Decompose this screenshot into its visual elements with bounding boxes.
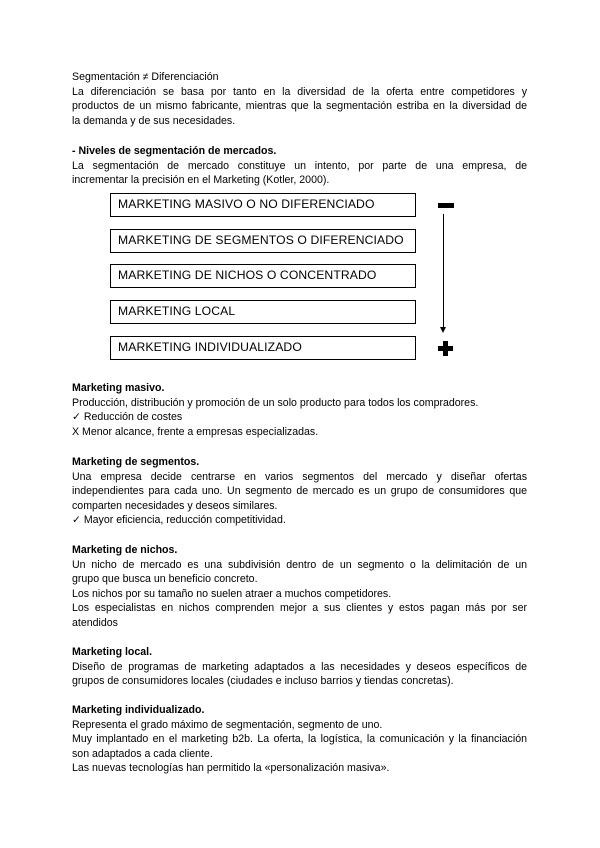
arrow-down-icon [443,214,444,329]
local-section [72,645,527,689]
masivo-section [72,381,527,439]
section-heading: Marketing local. [72,646,153,658]
level-box-nichos [110,264,416,288]
niveles-line: La segmentación de mercado constituye un intento, por parte de una empresa, de [72,159,527,172]
level-label: MARKETING INDIVIDUALIZADO [118,341,302,354]
section-heading: Marketing de nichos. [72,544,178,556]
minus-icon [438,203,454,208]
section-line: Diseño de programas de marketing adaptados a las necesidades y deseos específicos de [72,660,527,673]
arrow-head-icon [440,327,446,333]
intro-line: productos de un mismo fabricante, mientras que la segmentación estriba en la diversidad de [72,100,527,113]
level-box-masivo [110,193,416,217]
section-line: Una empresa decide centrarse en varios segmentos del mercado y diseñar ofertas [72,470,527,483]
segmentos-section [72,455,527,528]
section-heading: Marketing de segmentos. [72,456,200,468]
check-line: ✓ Reducción de costes [72,411,183,424]
niveles-section [72,144,527,188]
level-label: MARKETING LOCAL [118,305,236,318]
plus-icon [438,341,453,356]
section-line: Las nuevas tecnologías han permitido la «personalización masiva». [72,762,390,775]
intro-section [72,70,527,128]
intro-title: Segmentación ≠ Diferenciación [72,71,219,83]
section-line: son adaptados a cada cliente. [72,747,213,760]
section-line: atendidos [72,616,118,629]
niveles-line: incrementar la precisión en el Marketing (Kotler, 2000). [72,174,330,187]
section-line: Los especialistas en nichos comprenden mejor a sus clientes y estos pagan más por ser [72,602,527,615]
section-line: Producción, distribución y promoción de un solo producto para todos los compradores. [72,396,479,409]
section-line: grupo que busca un beneficio concreto. [72,573,258,586]
section-line: grupos de consumidores locales (ciudades e incluso barrios y tiendas concretas). [72,675,454,688]
section-line: Un nicho de mercado es una subdivisión dentro de un segmento o la delimitación de un [72,558,527,571]
level-box-segmentos [110,229,416,253]
intro-line: la demanda y de sus necesidades. [72,114,236,127]
cross-line: X Menor alcance, frente a empresas especializadas. [72,425,319,438]
niveles-prefix: - [72,145,79,157]
individualizado-section [72,703,527,776]
niveles-heading-text: Niveles de segmentación de mercados. [78,145,277,157]
intro-line: La diferenciación se basa por tanto en la diversidad de la oferta entre competidores y [72,85,527,98]
level-box-local [110,300,416,324]
niveles-heading [72,144,527,159]
check-line: ✓ Mayor eficiencia, reducción competitividad. [72,514,286,527]
section-line: comparten necesidades y deseos similares. [72,499,278,512]
section-line: independientes para cada uno. Un segmento de mercado es un grupo de consumidores que [72,485,527,498]
level-label: MARKETING DE NICHOS O CONCENTRADO [118,269,377,282]
section-line: Los nichos por su tamaño no suelen atraer a muchos competidores. [72,587,392,600]
section-line: Muy implantado en el marketing b2b. La oferta, la logística, la comunicación y la financiación [72,733,527,746]
section-heading: Marketing individualizado. [72,704,205,716]
nichos-section [72,543,527,631]
section-heading: Marketing masivo. [72,382,165,394]
level-label: MARKETING DE SEGMENTOS O DIFERENCIADO [118,234,404,247]
section-line: Representa el grado máximo de segmentación, segmento de uno. [72,718,383,731]
level-label: MARKETING MASIVO O NO DIFERENCIADO [118,198,375,211]
level-box-individualizado [110,336,416,360]
